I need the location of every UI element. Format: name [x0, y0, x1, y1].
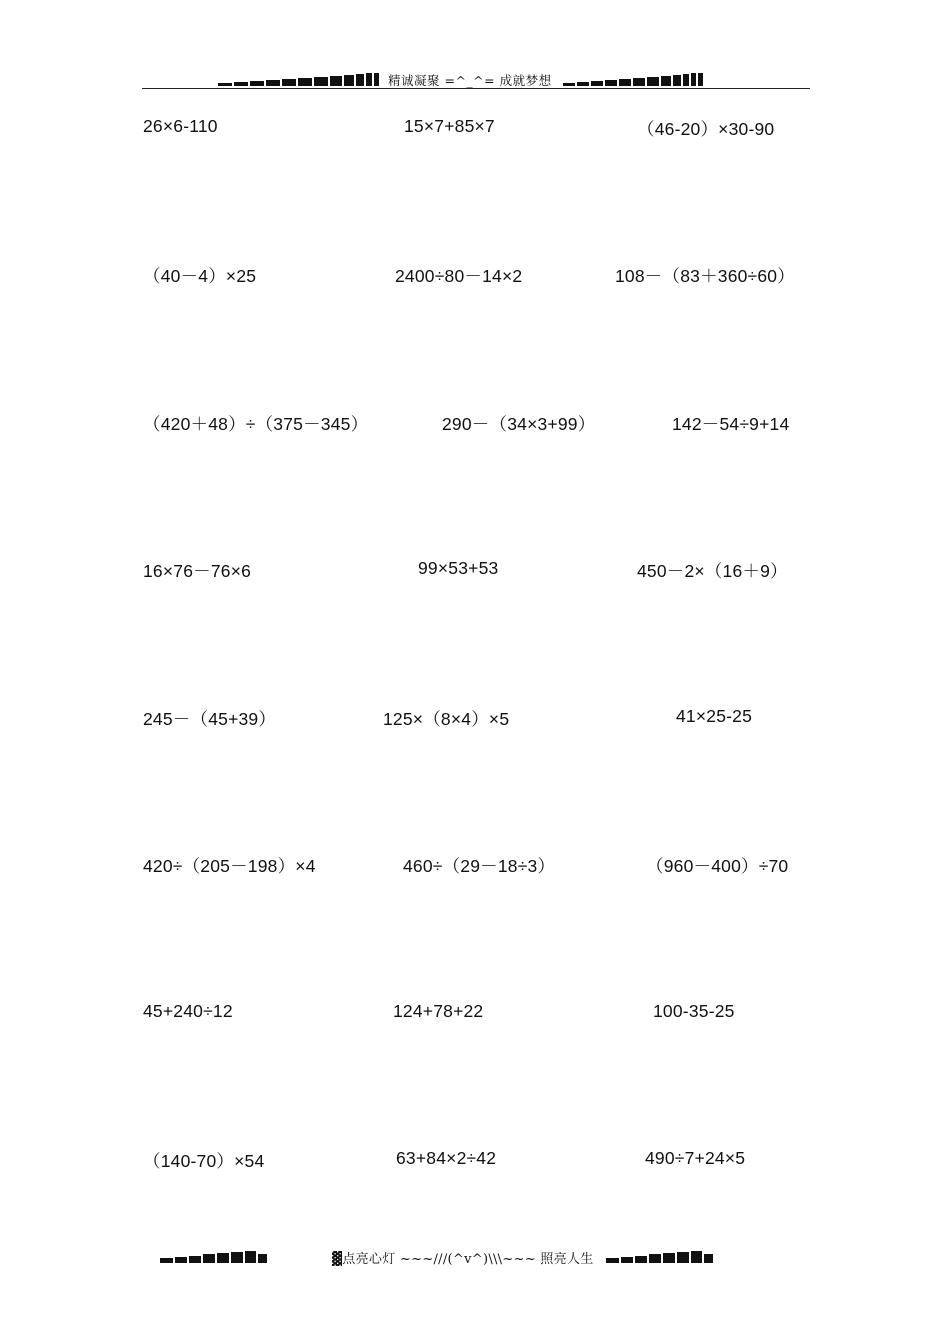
problem-1-1: 26×6-110	[143, 116, 218, 136]
problem-8-1: （140-70）×54	[143, 1151, 265, 1171]
problem-1-3: （46-20）×30-90	[637, 119, 775, 139]
problem-6-2: 460÷（29－18÷3）	[403, 856, 556, 876]
problem-7-2: 124+78+22	[393, 1001, 484, 1021]
problem-8-3: 490÷7+24×5	[645, 1148, 746, 1168]
problem-3-1: （420＋48）÷（375－345）	[143, 414, 369, 434]
problem-3-2: 290－（34×3+99）	[442, 414, 596, 434]
header-slogan: 精诚凝聚 =^_^= 成就梦想	[388, 73, 552, 88]
page-footer	[160, 1248, 800, 1268]
problem-2-3: 108－（83＋360÷60）	[615, 266, 795, 286]
footer-right-squares	[606, 1251, 715, 1263]
problem-7-1: 45+240÷12	[143, 1001, 233, 1021]
problem-4-1: 16×76－76×6	[143, 561, 252, 581]
problem-5-1: 245－（45+39）	[143, 709, 277, 729]
page-header	[142, 70, 810, 90]
problem-4-2: 99×53+53	[418, 558, 499, 578]
header-left-bars	[218, 73, 381, 86]
problem-5-2: 125×（8×4）×5	[383, 709, 510, 729]
header-right-bars	[563, 73, 705, 86]
footer-slogan: ▓点亮心灯 ~~~///(^v^)\\\~~~ 照亮人生	[332, 1252, 594, 1267]
problem-6-3: （960－400）÷70	[646, 856, 789, 876]
problem-7-3: 100-35-25	[653, 1001, 735, 1021]
problem-5-3: 41×25-25	[676, 706, 753, 726]
problem-2-1: （40－4）×25	[143, 266, 257, 286]
problem-1-2: 15×7+85×7	[404, 116, 495, 136]
problem-3-3: 142－54÷9+14	[672, 414, 790, 434]
problem-4-3: 450－2×（16＋9）	[637, 561, 788, 581]
problem-6-1: 420÷（205－198）×4	[143, 856, 316, 876]
header-rule	[142, 88, 810, 89]
footer-left-squares	[160, 1251, 269, 1263]
problem-2-2: 2400÷80－14×2	[395, 266, 523, 286]
problem-8-2: 63+84×2÷42	[396, 1148, 497, 1168]
